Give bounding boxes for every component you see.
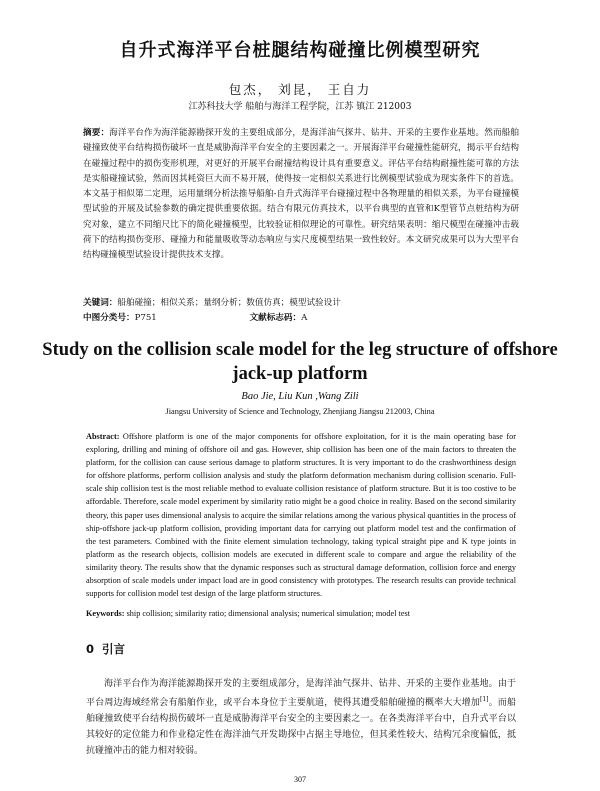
english-authors: Bao Jie, Liu Kun ,Wang Zili bbox=[241, 391, 359, 402]
section-title: 引言 bbox=[102, 642, 126, 656]
chinese-keywords-label: 关键词： bbox=[83, 298, 118, 308]
chinese-keywords-text: 船舶碰撞；相似关系；量纲分析；数值仿真；模型试验设计 bbox=[117, 298, 341, 308]
doc-code-value: A bbox=[301, 313, 308, 323]
class-number-label: 中图分类号： bbox=[83, 313, 135, 323]
chinese-abstract-label: 摘要： bbox=[83, 128, 110, 138]
page-number: 307 bbox=[294, 775, 306, 784]
chinese-title: 自升式海洋平台桩腿结构碰撞比例模型研究 bbox=[119, 40, 481, 61]
intro-text-end: 。而船舶碰撞致使平台结构损伤破坏一直是威胁海洋平台安全的主要因素之一。在各类海洋平台中，自升式平台以其较好的定位能力和作业稳定性在海洋油气开发勘探中占据主导地位，但其柔性较大、结构冗余度偏低，抵抗碰撞冲击的能力相对较弱。 bbox=[86, 698, 516, 756]
chinese-affiliation: 江苏科技大学 船舶与海洋工程学院，江苏 镇江 212003 bbox=[188, 102, 412, 112]
english-abstract-label: Abstract: bbox=[86, 432, 120, 441]
section-heading bbox=[86, 641, 125, 657]
classification-line bbox=[83, 311, 519, 325]
english-affiliation: Jiangsu University of Science and Technology, Zhenjiang Jiangsu 212003, China bbox=[165, 407, 435, 416]
english-keywords-label: Keywords: bbox=[86, 609, 125, 618]
section-number: 0 bbox=[86, 642, 95, 656]
doc-code-label: 文献标志码： bbox=[249, 313, 302, 323]
chinese-abstract-text: 海洋平台作为海洋能源勘探开发的主要组成部分，是海洋油气探井、钻井、开采的主要作业基地。然而船舶碰撞致使平台结构损伤破坏一直是威胁海洋平台安全的主要因素之一。开展海洋平台碰撞性能研究，揭示平台结构在碰撞过程中的损伤变形机理，对更好的开展平台耐撞结构设计具有重要意义。评估平台结构耐撞性能可靠的方法是实船碰撞试验，然而因其耗资巨大而不易开展，使得按一定相似关系进行比例模型试验成为现实条件下的首选。本文基于相似第二定理，运用量纲分析法推导船舶-自升式海洋平台碰撞过程中各物理量的相似关系，为平台碰撞模型试验的开展及试验参数的确定提供重要依据。结合有限元仿真技术，以平台典型的直管和K型管节点桩结构为研究对象，建立不同缩尺比下的简化碰撞模型，比较验证相似理论的可靠性。研究结果表明：缩尺模型在碰撞冲击载荷下的结构损伤变形、碰撞力和能量吸收等动态响应与实尺度模型结果一致性较好。本文研究成果可以为大型平台结构碰撞模型试验设计提供技术支撑。 bbox=[83, 128, 519, 261]
english-title: Study on the collision scale model for the leg structure of offshore jack-up platform bbox=[42, 340, 558, 384]
english-abstract-text: Offshore platform is one of the major components for offshore exploitation, for it is the main operating base for exploring, drilling and mining of offshore oil and gas. However, ship collision has been one of the main factors to threaten the platform, for the collision can cause serious damage to platform structures. It is very important to do the crashworthiness design for offshore platforms, perform collision analysis and study the platform deformation mechanism during collision scenario. Full-scale ship collision test is the most reliable method to evaluate collision resistance of platform structure. But it is too costive to be affordable. Therefore, scale model experiment by similarity ratio might be a good choice in reality. Based on the second similarity theory, this paper uses dimensional analysis to acquire the similar relations among the various physical quantities in the process of ship-offshore jack-up platform collision, providing important data for carrying out platform model test and the confirmation of the test parameters. Combined with the finite element simulation technology, taking typical straight pipe and K type joints in platform as the research objects, collision models are executed in different scale to compare and argue the reliability of the similarity theory. The results show that the dynamic responses such as structural damage deformation, collision force and energy absorption of scale models under impact load are in good consistency with prototypes. The research results can provide technical supports for collision model test design of the large platform structures. bbox=[86, 432, 517, 599]
intro-text-start: 海洋平台作为海洋能源勘探开发的主要组成部分，是海洋油气探井、钻井、开采的主要作业基地。由于平台周边海域经常会有船舶作业，或平台本身位于主要航道，使得其遭受船舶碰撞的概率大大增加 bbox=[86, 679, 516, 708]
class-number-value: P751 bbox=[134, 313, 157, 323]
intro-paragraph bbox=[86, 676, 516, 759]
english-keywords-text: ship collision; similarity ratio; dimensional analysis; numerical simulation; model test bbox=[126, 609, 411, 618]
citation-ref: [1] bbox=[479, 696, 489, 703]
chinese-abstract bbox=[83, 126, 519, 264]
chinese-authors: 包杰， 刘昆， 王自力 bbox=[228, 82, 372, 97]
chinese-keywords bbox=[83, 296, 519, 310]
english-keywords bbox=[86, 609, 516, 618]
english-abstract bbox=[86, 430, 516, 600]
